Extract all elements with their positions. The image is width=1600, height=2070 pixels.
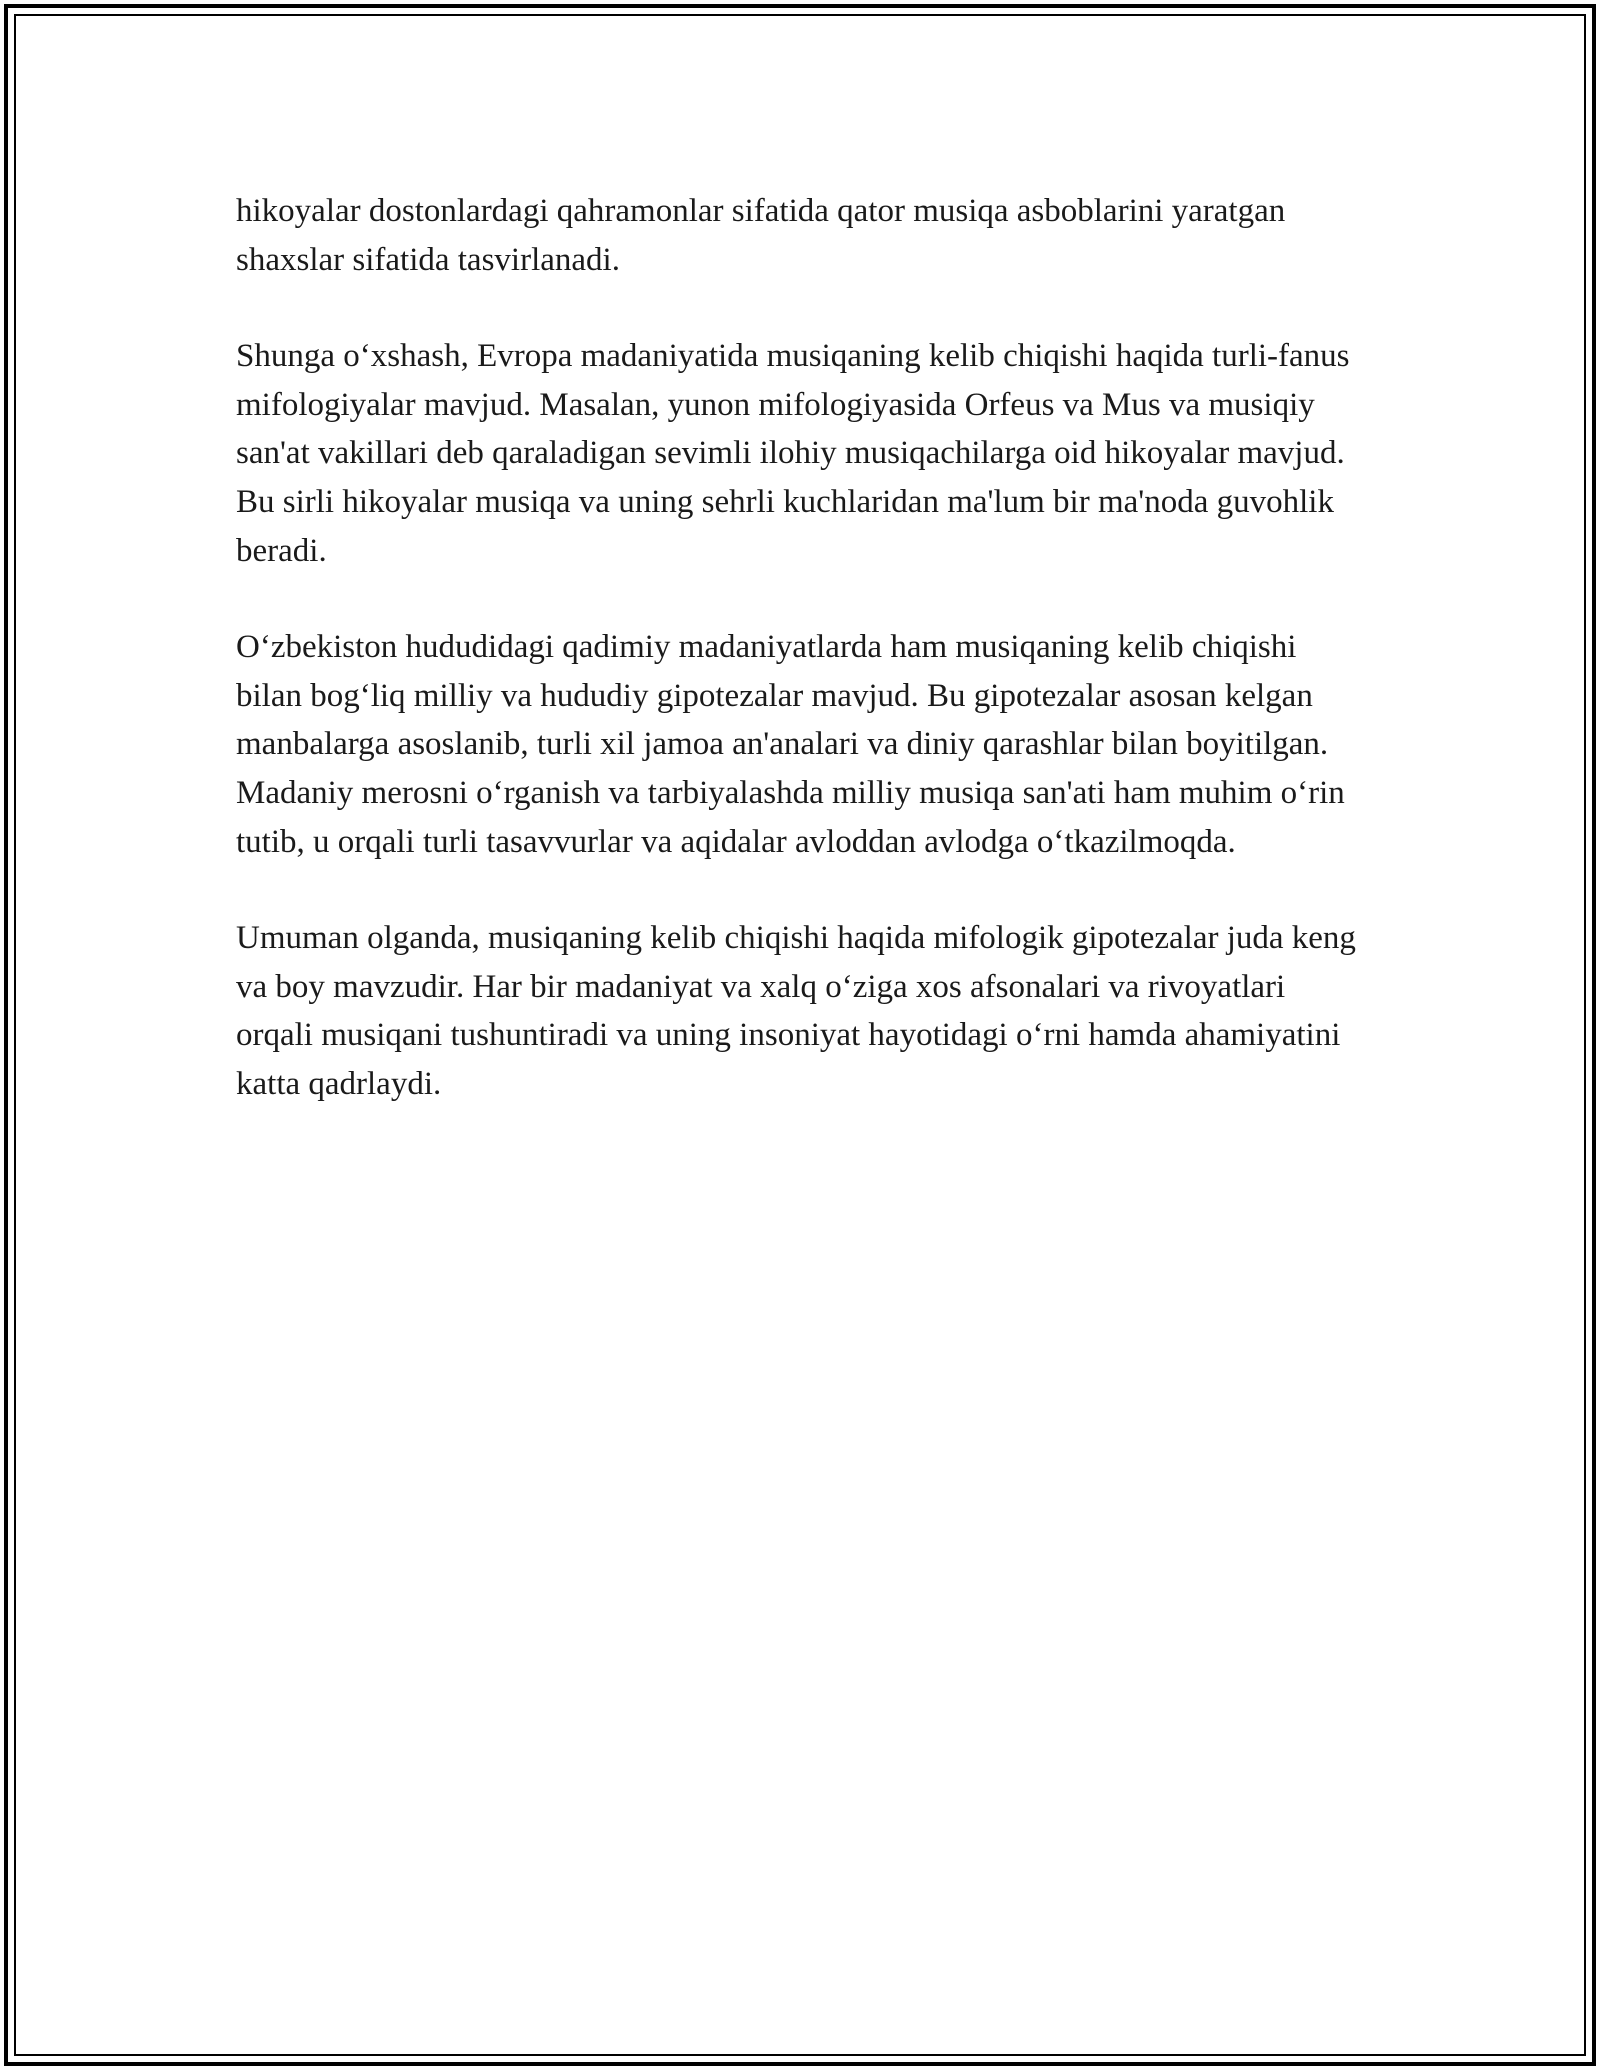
document-body <box>236 187 1366 1157</box>
paragraph: Umuman olganda, musiqaning kelib chiqishi haqida mifologik gipotezalar juda keng va boy mavzudir. Har bir madaniyat va xalq o‘ziga xos afsonalari va rivoyatlari orqali musiqani tushuntiradi va uning insoniyat hayotidagi o‘rni hamda ahamiyatini katta qadrlaydi. <box>236 920 1356 1102</box>
paragraph: hikoyalar dostonlardagi qahramonlar sifatida qator musiqa asboblarini yaratgan shaxslar sifatida tasvirlanadi. <box>236 193 1286 278</box>
paragraph: Shunga o‘xshash, Evropa madaniyatida musiqaning kelib chiqishi haqida turli-fanus mifologiyalar mavjud. Masalan, yunon mifologiyasida Orfeus va Mus va musiqiy san'at vakillari deb qaraladigan sevimli ilohiy musiqachilarga oid hikoyalar mavjud. Bu sirli hikoyalar musiqa va uning sehrli kuchlaridan ma'lum bir ma'noda guvohlik beradi. <box>236 338 1350 569</box>
paragraph: O‘zbekiston hududidagi qadimiy madaniyatlarda ham musiqaning kelib chiqishi bilan bog‘liq milliy va hududiy gipotezalar mavjud. Bu gipotezalar asosan kelgan manbalarga asoslanib, turli xil jamoa an'analari va diniy qarashlar bilan boyitilgan. Madaniy merosni o‘rganish va tarbiyalashda milliy musiqa san'ati ham muhim o‘rin tutib, u orqali turli tasavvurlar va aqidalar avloddan avlodga o‘tkazilmoqda. <box>236 629 1345 860</box>
